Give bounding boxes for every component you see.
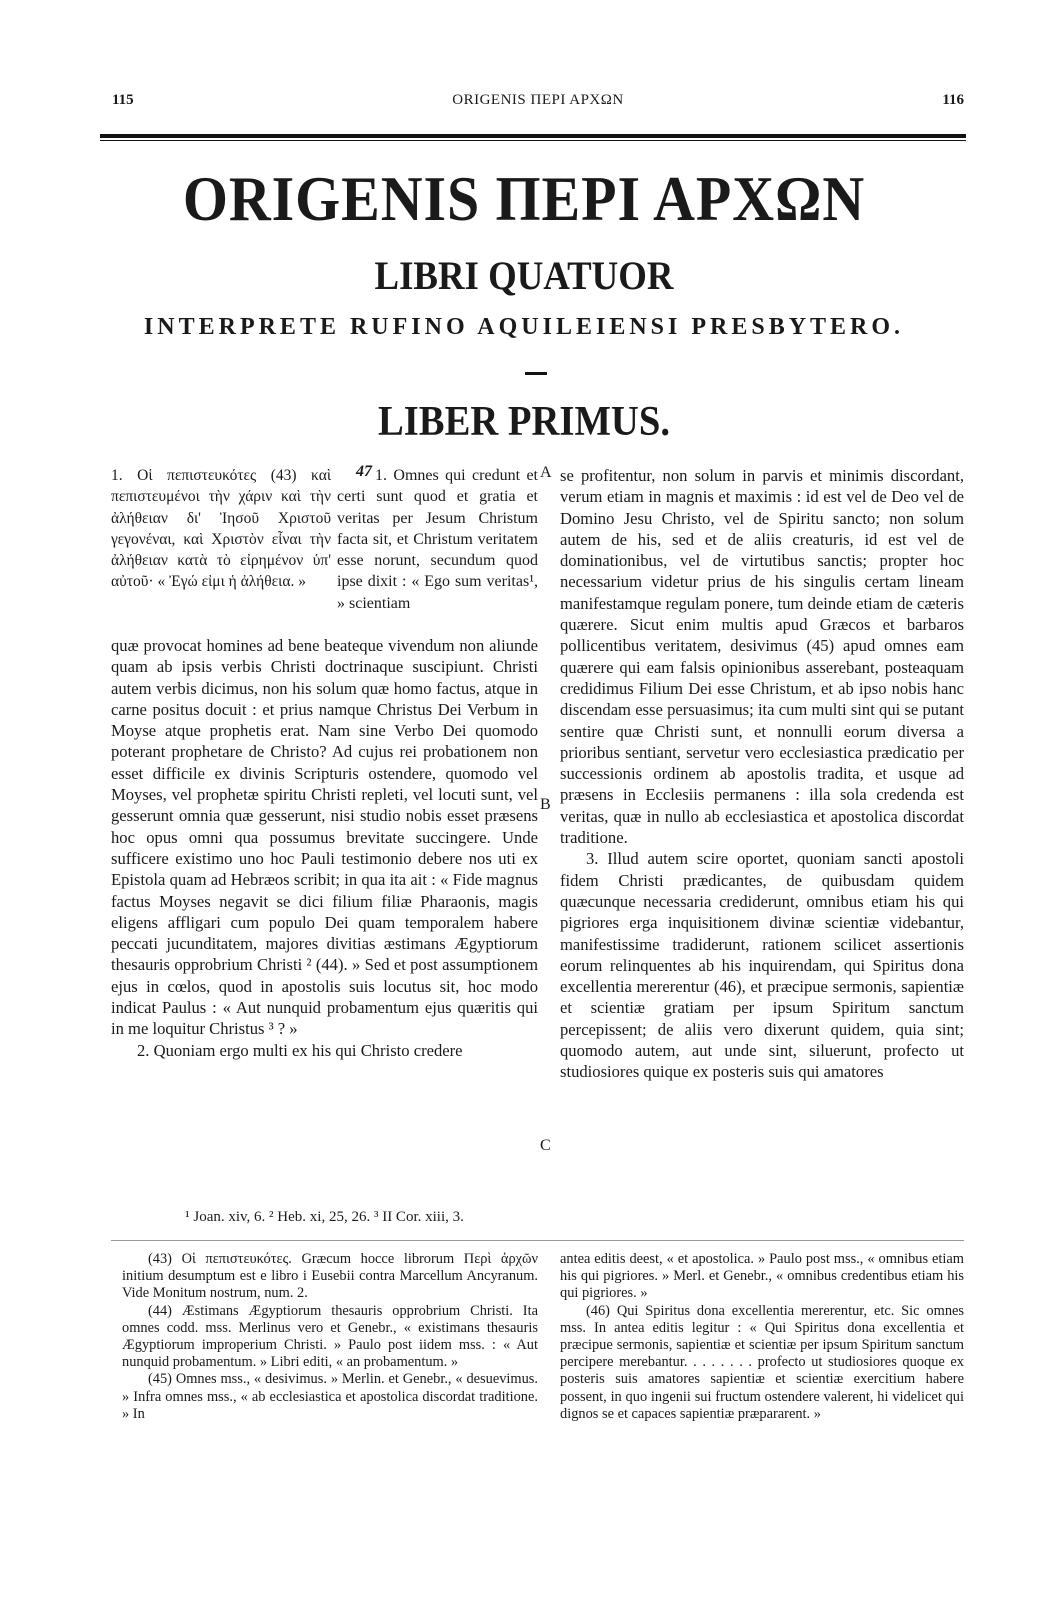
interpreter-line: INTERPRETE RUFINO AQUILEIENSI PRESBYTERO. <box>143 314 905 340</box>
latin-text-intro: 1. Omnes qui credunt et certi sunt quod et gratia et veritas per Jesum Christum facta sit, et Christum veritatem esse norunt, secundum quod ipse dixit : « Ego sum veritas¹, » scientiam <box>337 467 538 612</box>
header-rule-thick <box>100 134 966 138</box>
margin-letter-b: B <box>540 796 551 813</box>
note-45-continued: antea editis deest, « et apostolica. » Paulo post mss., « omnibus etiam his qui pigriores. » Merl. et Genebr., « omnibus credentibus etiam his qui pigriores. » <box>560 1251 964 1302</box>
notes-right-column <box>560 1251 964 1423</box>
page-number-right: 116 <box>942 92 964 108</box>
note-46: (46) Qui Spiritus dona excellentia mererentur, etc. Sic omnes mss. In antea editis legitur : « Qui Spiritus dona excellentia et præcipue sermonis, sapientiæ et scientiæ per ipsum Spiritum sanctum percipere merebantur. . . . . . . . profecto ut studiosiores quoque ex posteris suis amatores sapientiæ et scientiæ exercitium habere possent, in quo ingenii sui fructum ostendere valerent, hi videlicet qui dignos se et capaces sapientiæ præpararent. » <box>560 1302 964 1422</box>
running-header <box>112 92 964 116</box>
header-rule-thin <box>100 140 966 141</box>
notes-divider <box>111 1240 964 1241</box>
main-title: ORIGENIS ΠΕΡΙ ΑΡΧΩΝ <box>182 164 866 234</box>
greek-text: 1. Οἱ πεπιστευκότες (43) καὶ πεπιστευμένοι τὴν χάριν καὶ τὴν ἀλήθειαν δι' Ἰησοῦ Χριστοῦ γεγονέναι, καὶ Χριστὸν εἶναι τὴν ἀλήθειαν κατὰ τὸ εἰρημένον ὑπ' αὐτοῦ· « Ἐγώ εἰμι ἡ ἀλήθεια. » <box>111 467 331 591</box>
scripture-references: ¹ Joan. xiv, 6. ² Heb. xi, 25, 26. ³ II Cor. xiii, 3. <box>185 1209 464 1225</box>
right-column-para1: se profitentur, non solum in parvis et minimis discordant, verum etiam in magnis et maximis : id est vel de Deo vel de Domino Jesu Christo, vel de Spiritu sancto; non solum autem de his, sed et de aliis creaturis, id est vel de dominationibus, vel de virtutibus sanctis; propter hoc necessarium videtur prius de his singulis certam lineam manifestamque regulam ponere, tum deinde etiam de cæteris quærere. Sicut enim multis apud Græcos et barbaros pollicentibus veritatem, desivimus (45) apud omnes eam quærere qui eam falsis opinionibus asserebant, posteaquam credidimus Filium Dei esse Christum, et ab ipso nobis hanc discendam esse persuasimus; ita cum multi sint qui se putant sentire quæ Christi sunt, et nonnulli eorum diversa a prioribus sentiant, servetur vero ecclesiastica prædicatio per successionis ordinem ab apostolis tradita, et usque ad præsens in Ecclesiis permanens : illa sola credenda est veritas, quæ in nullo ab ecclesiastica et apostolica discordat traditione. <box>560 466 964 848</box>
subtitle: LIBRI QUATUOR <box>374 253 674 298</box>
right-column <box>560 465 964 1083</box>
book-title: LIBER PRIMUS. <box>377 399 670 445</box>
title-dash <box>525 372 547 375</box>
note-43: (43) Οἱ πεπιστευκότες. Græcum hocce librorum Περὶ ἀρχῶν initium desumptum est e libro i Eusebii contra Marcellum Ancyranum. Vide Monitum nostrum, num. 2. <box>122 1251 538 1302</box>
page-number-left: 115 <box>112 92 134 108</box>
note-44: (44) Æstimans Ægyptiorum thesauris opprobrium Christi. Ita omnes codd. mss. Merlinus vero et Genebr., « existimans thesauris Ægyptiorum improperium Christi. » Paulo post iidem mss. : « Aut nunquid probamentum. » Libri editi, « an probamentum. » <box>122 1302 538 1371</box>
column-number: 47 <box>356 463 372 480</box>
left-column <box>111 635 538 1061</box>
right-column-para2: 3. Illud autem scire oportet, quoniam sancti apostoli fidem Christi prædicantes, de quibusdam quidem quæcunque necessaria crediderunt, omnibus etiam his qui pigriores erga inquisitionem divinæ scientiæ videbantur, manifestissime tradiderunt, rationem scilicet assertionis eorum relinquentes ab his inquirendam, qui Spiritus dona excellentia mererentur (46), et præcipue sermonis, sapientiæ et scientiæ gratiam per ipsum Spiritum sanctum percepissent; de aliis vero dixerunt quidem, quia sint; quomodo autem, aut unde sint, siluerunt, profecto ut studiosiores quique ex posteris suis qui amatores <box>560 849 964 1082</box>
notes-left-column <box>122 1251 538 1423</box>
left-column-text: quæ provocat homines ad bene beateque vivendum non aliunde quam ab ipsis verbis Christi doctrinaque suscipiunt. Christi autem verbis dicimus, non his solum quæ homo factus, atque in carne positus docuit : et prius namque Christus Dei Verbum in Moyse atque prophetis erat. Nam sine Verbo Dei quomodo poterant prophetare de Christo? Ad cujus rei probationem non esset difficile ex divinis Scripturis ostendere, quomodo vel Moyses, vel prophetæ spiritu Christi repleti, vel locuti sunt, vel gesserunt omnia quæ gesserunt, nisi studio nobis esset præsens hoc opus omni qua possumus brevitate succingere. Unde sufficere existimo uno hoc Pauli testimonio debere nos uti ex Epistola quam ad Hebræos scribit; in qua ita ait : « Fide magnus factus Moyses negavit se dici filium filiæ Pharaonis, magis eligens affligari cum populo Dei quam temporalem habere peccati jucunditatem, majores divitias æstimans Ægyptiorum thesauris opprobrium Christi ² (44). » Sed et post assumptionem ejus in cœlos, quod in apostolis suis locutus sit, hoc modo indicat Paulus : « Aut nunquid probamentum ejus quæritis qui in me loquitur Christus ³ ? » <box>111 636 538 1039</box>
margin-letter-a: A <box>540 464 552 481</box>
note-45: (45) Omnes mss., « desivimus. » Merlin. et Genebr., « desuevimus. » Infra omnes mss., « ab ecclesiastica et apostolica discordat traditione. » In <box>122 1371 538 1422</box>
margin-letter-c: C <box>540 1137 551 1154</box>
paragraph-2-start: 2. Quoniam ergo multi ex his qui Christo credere <box>137 1040 463 1060</box>
running-title: ORIGENIS ΠΕΡΙ ΑΡΧΩΝ <box>452 92 624 108</box>
